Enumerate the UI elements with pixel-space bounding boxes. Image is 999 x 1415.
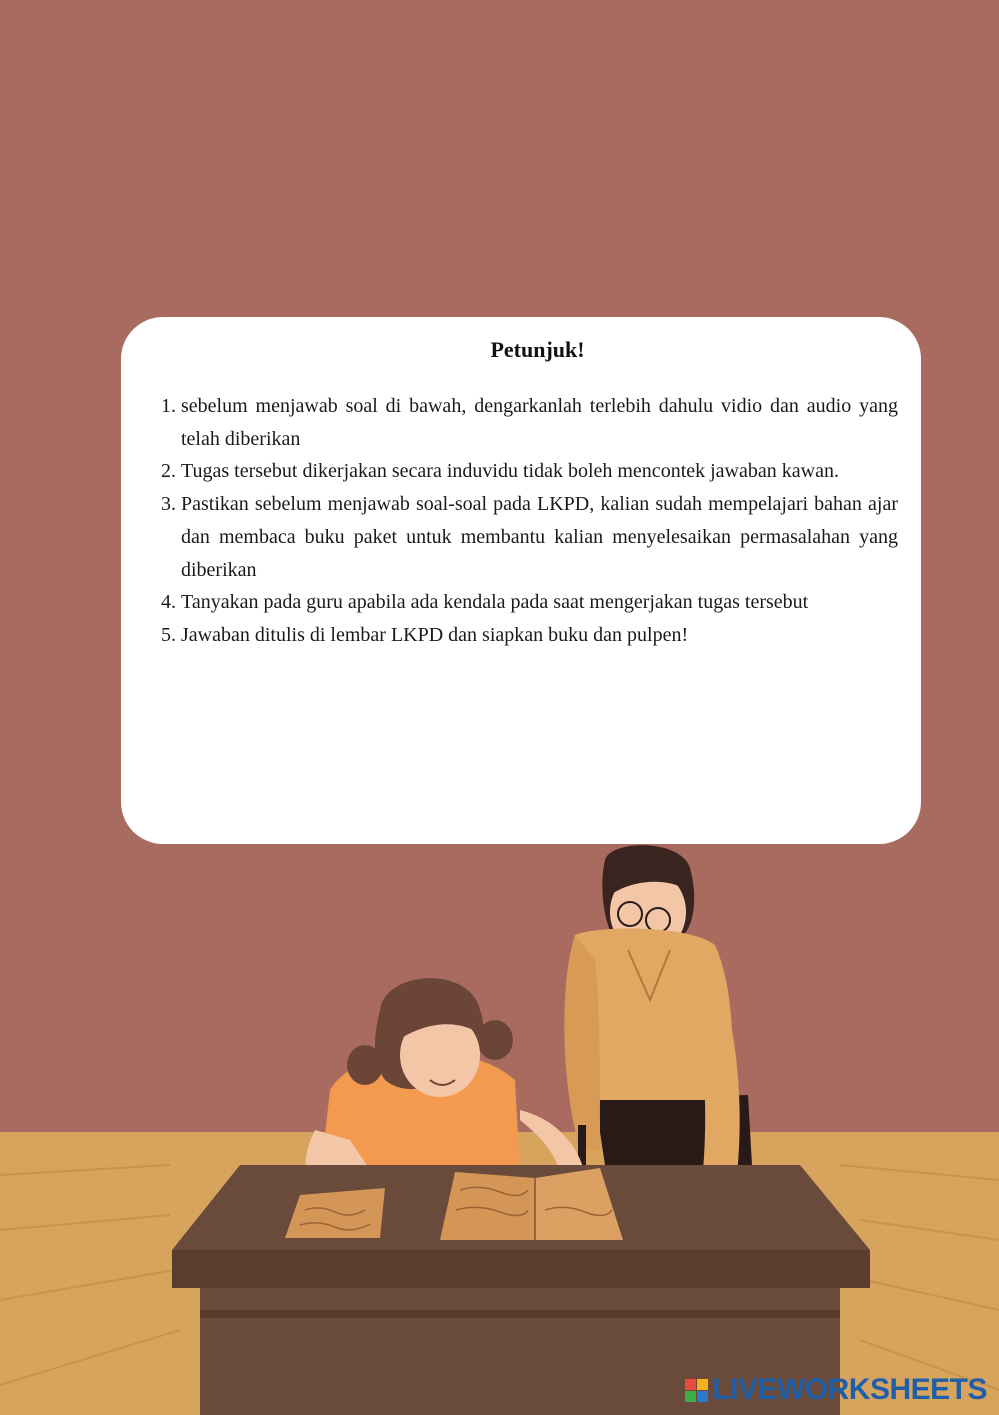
instruction-text: Pastikan sebelum menjawab soal-soal pada LKPD, kalian sudah mempelajari bahan ajar dan membaca buku paket untuk membantu kalian menyelesaikan permasalahan yang diberikan (181, 493, 898, 581)
instruction-item (161, 586, 898, 619)
instruction-number: 1. (161, 395, 176, 417)
instruction-number: 4. (161, 591, 176, 614)
instruction-item (161, 619, 898, 652)
open-book-right (440, 1168, 623, 1240)
instruction-item (161, 488, 898, 586)
instruction-number: 5. (161, 623, 176, 646)
liveworksheets-logo[interactable] (685, 1373, 987, 1407)
logo-mark-icon (685, 1379, 708, 1402)
instruction-item (161, 455, 898, 488)
open-book-left (285, 1188, 385, 1238)
instruction-text: sebelum menjawab soal di bawah, dengarkanlah terlebih dahulu vidio dan audio yang telah diberikan (181, 395, 898, 450)
instruction-number: 2. (161, 460, 176, 483)
instruction-item (161, 390, 898, 455)
instruction-text: Jawaban ditulis di lembar LKPD dan siapkan buku dan pulpen! (181, 623, 689, 646)
instruction-text: Tanyakan pada guru apabila ada kendala pada saat mengerjakan tugas tersebut (181, 591, 809, 614)
instructions-list (161, 390, 898, 652)
logo-text: LIVEWORKSHEETS (712, 1373, 987, 1406)
instructions-title: Petunjuk! (490, 337, 585, 362)
instruction-text: Tugas tersebut dikerjakan secara induvidu tidak boleh mencontek jawaban kawan. (181, 460, 839, 483)
instructions-card (121, 317, 921, 844)
instruction-number: 3. (161, 493, 176, 516)
